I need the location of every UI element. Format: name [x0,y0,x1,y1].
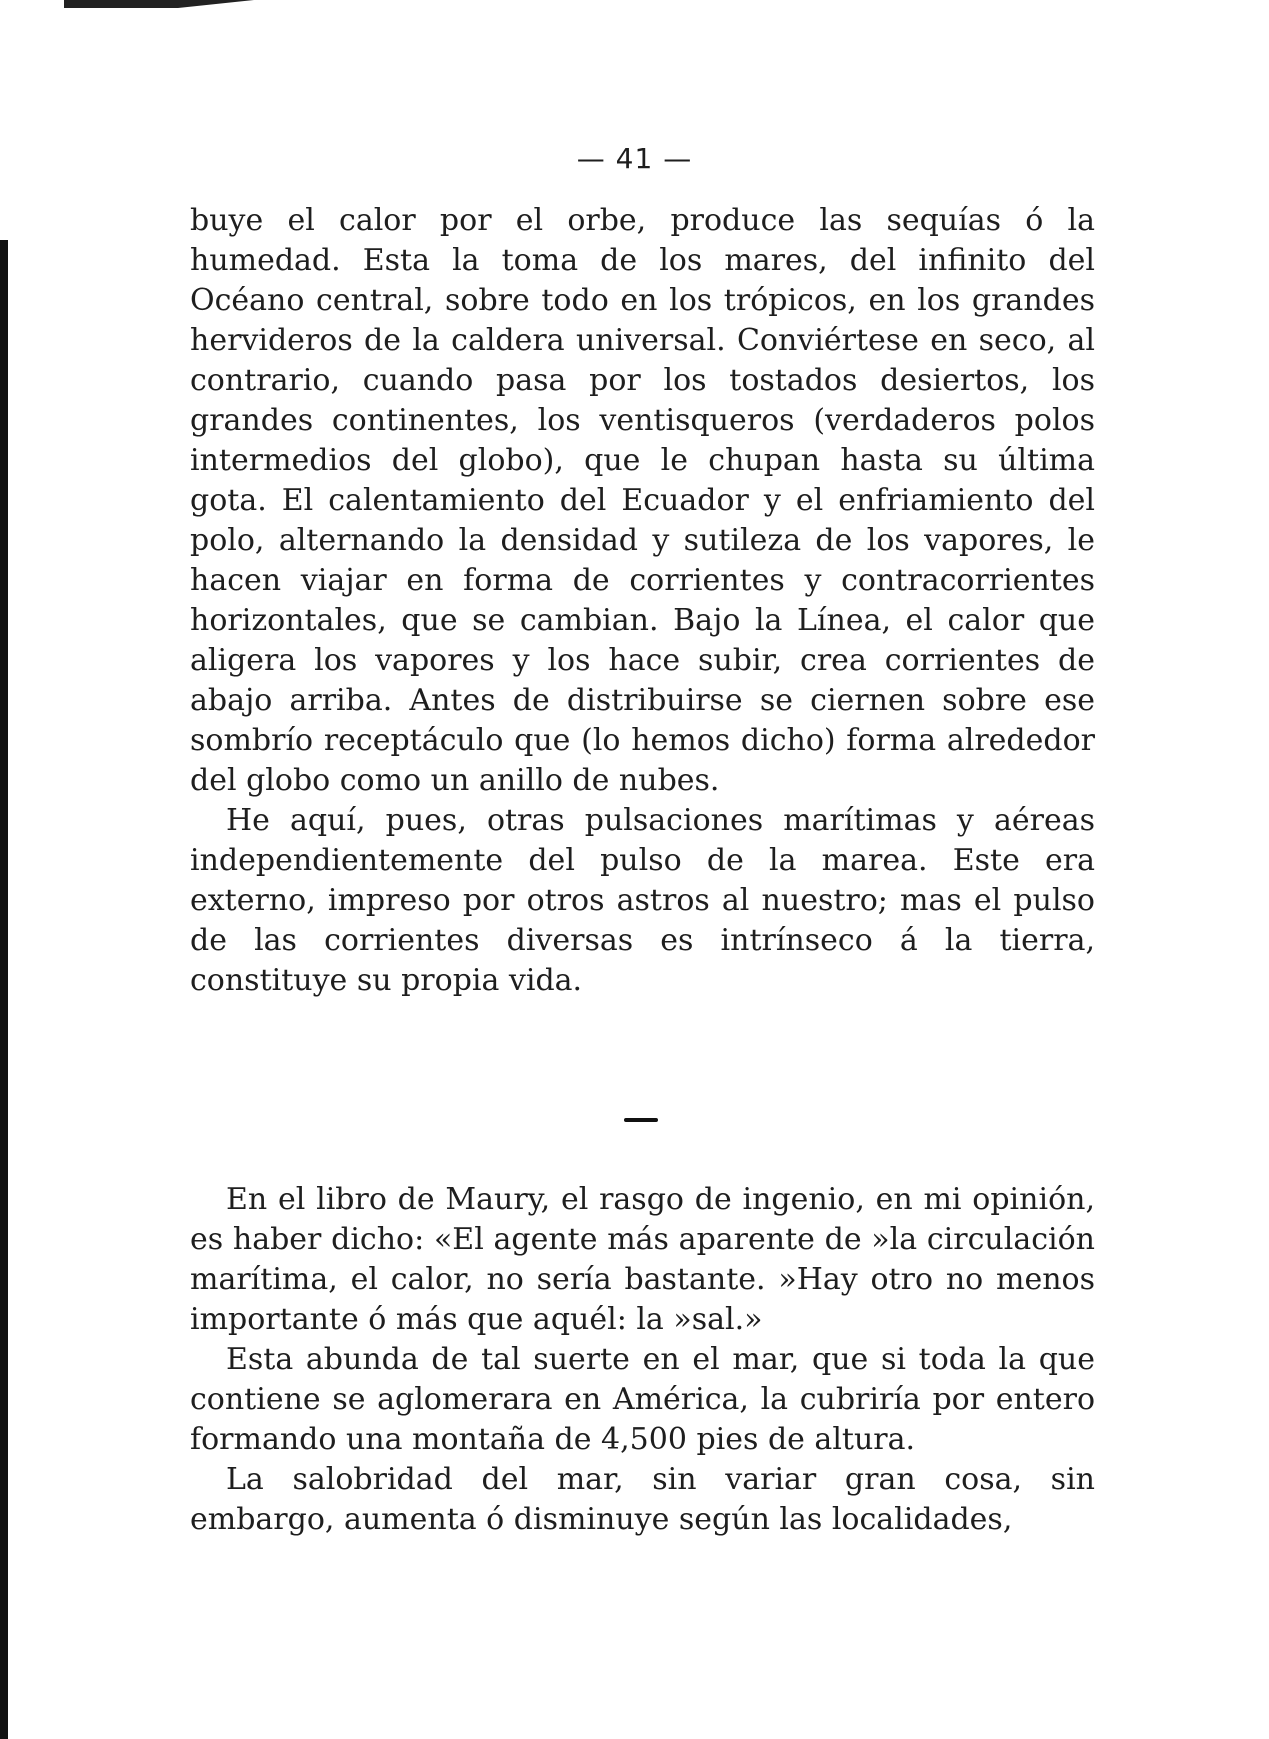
paragraph-1: buye el calor por el orbe, produce las sequías ó la humedad. Esta la toma de los mares, del infinito del Océano central, sobre todo en los trópicos, en los grandes hervideros de la caldera universal. Conviértese en seco, al contrario, cuando pasa por los tostados desiertos, los grandes continentes, los ventisqueros (verdaderos polos intermedios del globo), que le chupan hasta su última gota. El calentamiento del Ecuador y el enfriamiento del polo, alternando la densidad y sutileza de los vapores, le hacen viajar en forma de corrientes y contracorrientes horizontales, que se cambian. Bajo la Línea, el calor que aligera los vapores y los hace subir, crea corrientes de abajo arriba. Antes de distribuirse se ciernen sobre ese sombrío receptáculo que (lo hemos dicho) forma alrededor del globo como un anillo de nubes. [190,203,1095,798]
section-separator [624,1118,658,1122]
paragraph-3: En el libro de Maury, el rasgo de ingenio, en mi opinión, es haber dicho: «El agente más aparente de »la circulación marítima, el calor, no sería bastante. »Hay otro no menos importante ó más que aquél: la »sal.» [190,1182,1095,1337]
book-spine-shadow [0,240,8,1739]
paragraph-2: He aquí, pues, otras pulsaciones marítimas y aéreas independientemente del pulso de la marea. Este era externo, impreso por otros astros al nuestro; mas el pulso de las corrientes diversas es intrínseco á la tierra, constituye su propia vida. [190,803,1095,998]
page-number: — 41 — [576,142,693,175]
text-block-top [190,201,1095,1001]
text-block-bottom [190,1180,1095,1540]
scan-corner-mark [64,0,254,8]
paragraph-5: La salobridad del mar, sin variar gran cosa, sin embargo, aumenta ó disminuye según las localidades, [190,1462,1095,1537]
paragraph-4: Esta abunda de tal suerte en el mar, que si toda la que contiene se aglomerara en América, la cubriría por entero formando una montaña de 4,500 pies de altura. [190,1342,1095,1457]
